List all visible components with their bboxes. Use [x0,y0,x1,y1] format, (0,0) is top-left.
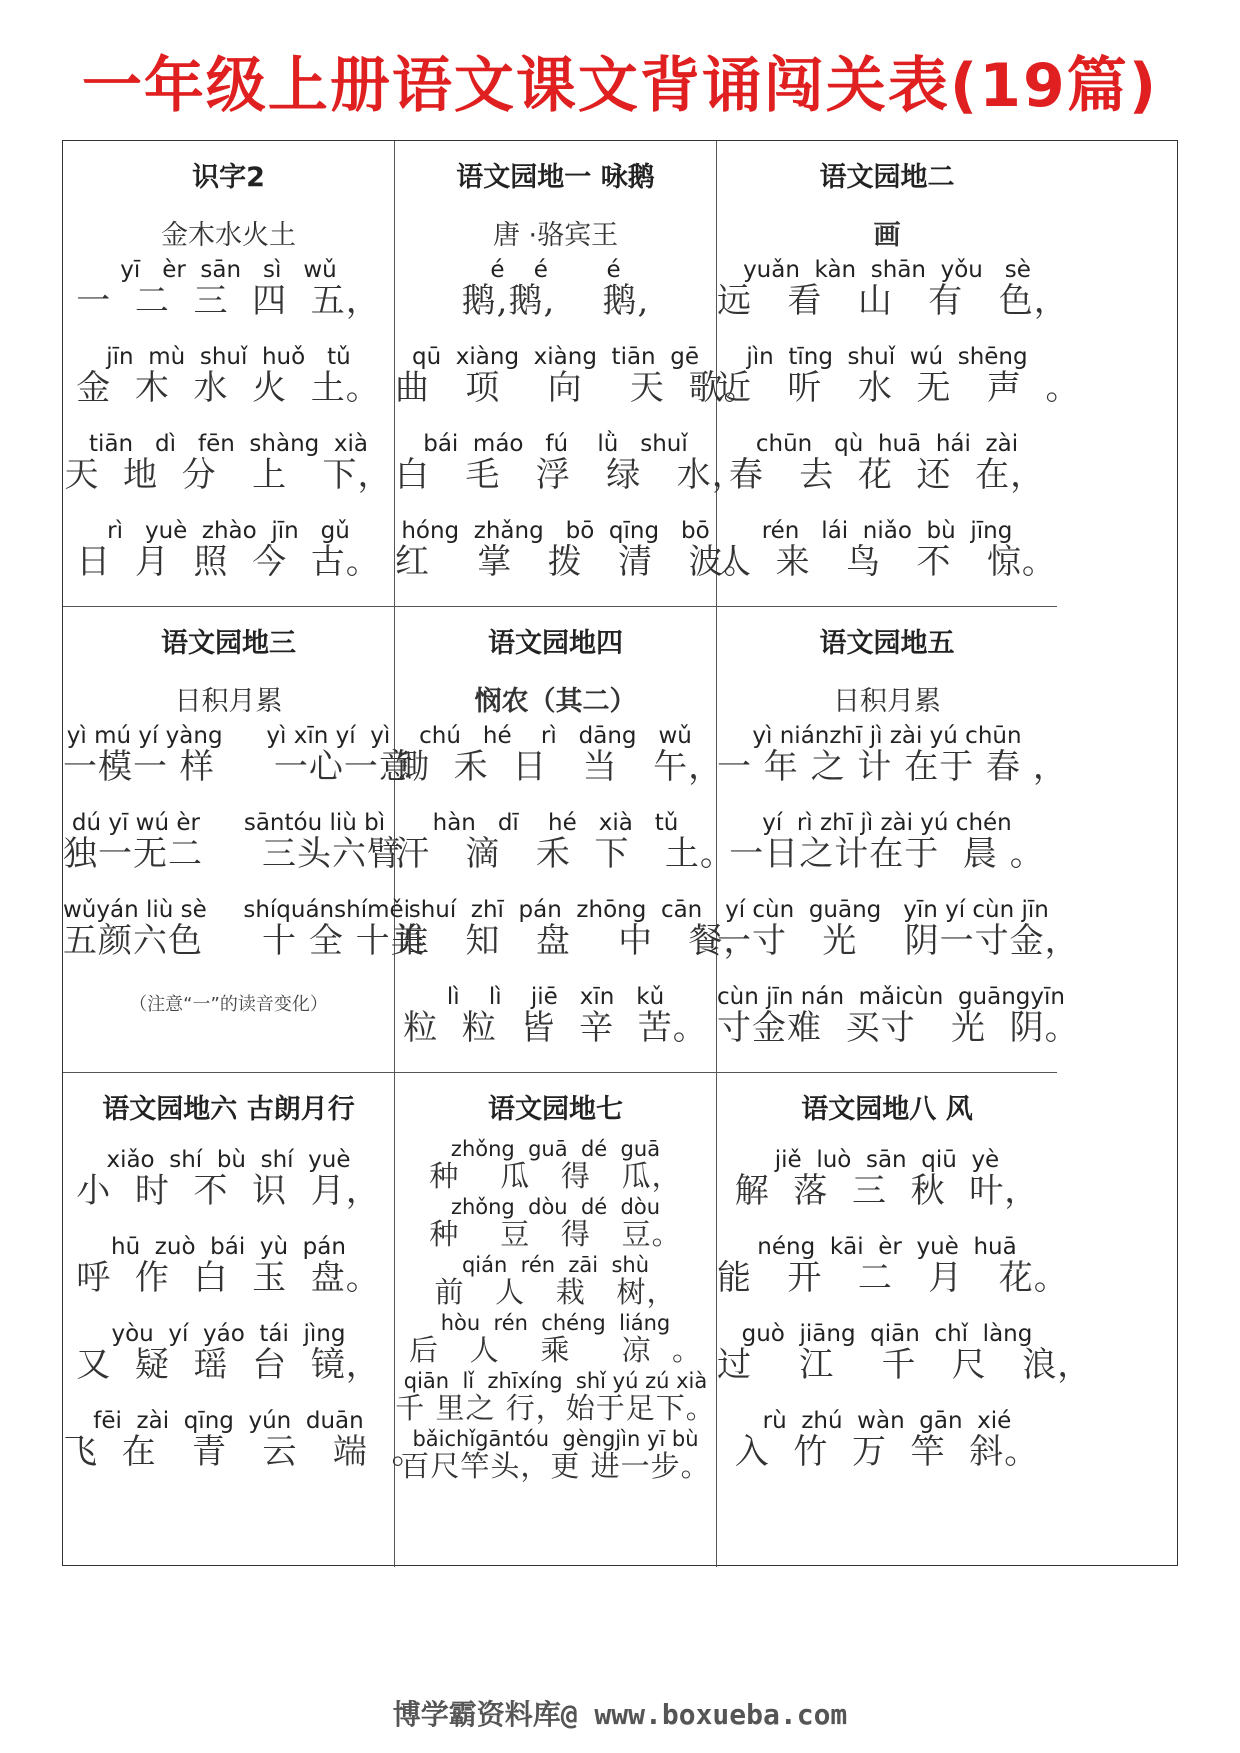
verse-line [395,810,735,874]
hanzi-text: 后 人 乘 凉 。 [408,1333,703,1367]
hanzi-text: 小 时 不 识 月， [76,1171,381,1211]
cell-title: 语文园地四 [488,628,623,659]
hanzi-text: 近 听 水 无 声 。 [717,368,1081,408]
verse-line [395,1195,716,1250]
cell-title: 语文园地八 风 [801,1094,973,1125]
verse-line [395,1427,716,1482]
text-cell [717,607,1080,1073]
cell-subtitle: 金木水火土 [161,220,296,251]
hanzi-text: 白 毛 浮 绿 水， [395,455,747,495]
text-cell [717,1073,1093,1567]
pinyin-text: qián rén zāi shù [461,1253,650,1277]
hanzi-text: 一模一 样 一心一意 [63,747,414,787]
verse-line [63,723,414,787]
text-cell [395,141,759,607]
hanzi-text: 又 疑 瑶 台 镜， [76,1345,381,1385]
text-cell [63,141,395,607]
verse-line [395,257,716,319]
verse-line [717,257,1069,321]
pinyin-text: yuǎn kàn shān yǒu sè [743,257,1031,283]
text-cell [395,1073,717,1567]
hanzi-text: 汗 滴 禾 下 土。 [395,834,735,874]
pinyin-text: chú hé rì dāng wǔ [419,723,692,749]
verse-line [717,1234,1069,1298]
recitation-table [62,140,1178,1566]
pinyin-text: fēi zài qīng yún duān [93,1408,364,1434]
verse-line [63,1408,427,1472]
cell-title: 语文园地五 [819,628,955,659]
hanzi-text: 一 二 三 四 五， [76,281,381,321]
hanzi-text: 种 瓜 得 瓜， [429,1159,682,1193]
pinyin-text: yī èr sān sì wǔ [120,257,337,283]
hanzi-text: 种 豆 得 豆。 [429,1217,682,1251]
verse-line [63,257,394,319]
pinyin-text: zhǒng dòu dé dòu [450,1195,661,1219]
verse-line [395,431,747,495]
pinyin-text: xiǎo shí bù shí yuè [106,1147,351,1173]
pinyin-text: yí rì zhī jì zài yú chén [762,810,1012,836]
hanzi-text: 能 开 二 月 花。 [717,1258,1069,1298]
text-cell [63,607,426,1073]
pinyin-text: qū xiàng xiàng tiān gē [411,344,700,370]
footer-watermark: 博学霸资料库@ www.boxueba.com [392,1698,848,1731]
hanzi-text: 远 看 山 有 色， [717,281,1069,321]
verse-line [63,518,394,580]
verse-line [717,810,1057,872]
hanzi-text: 一日之计在于 晨 。 [729,834,1045,874]
pinyin-text: hóng zhǎng bō qīng bō [401,518,710,544]
verse-line [63,1234,394,1296]
hanzi-text: 鹅,鹅, 鹅, [461,281,650,321]
hanzi-text: 前 人 栽 树， [434,1275,677,1309]
pinyin-text: yòu yí yáo tái jìng [111,1321,346,1347]
verse-line [717,897,1080,961]
text-cell [63,1073,427,1567]
cell-title: 语文园地一 咏鹅 [456,162,655,193]
cell-title: 语文园地六 古朗月行 [102,1094,355,1125]
verse-line [717,431,1057,493]
pinyin-text: qiān lǐ zhīxíng shǐ yú zú xià [403,1369,708,1393]
verse-line [395,1253,716,1308]
verse-line [717,518,1057,580]
hanzi-text: 一 年 之 计 在于 春 ， [717,747,1068,787]
verse-line [717,344,1081,408]
verse-line [717,1408,1057,1470]
pinyin-text: néng kāi èr yuè huā [757,1234,1017,1260]
cell-title: 识字2 [192,162,265,193]
hanzi-text: 呼 作 白 玉 盘。 [76,1258,381,1298]
cell-title: 语文园地三 [161,628,296,659]
hanzi-text: 红 掌 拨 清 波。 [395,542,759,582]
hanzi-text: 一寸 光 阴一寸金， [717,921,1080,961]
verse-line [395,1137,716,1192]
pinyin-text: hū zuò bái yù pán [111,1234,346,1260]
pinyin-text: lì lì jiē xīn kǔ [446,984,665,1010]
hanzi-text: 粒 粒 皆 辛 苦。 [403,1008,708,1048]
hanzi-text: 解 落 三 秋 叶， [734,1171,1040,1211]
pinyin-text: cùn jīn nán mǎicùn guāngyīn [717,984,1065,1010]
hanzi-text: 百尺竿头，更 进一步。 [400,1449,711,1483]
pinyin-text: yì niánzhī jì zài yú chūn [752,723,1022,749]
cell-subtitle: 画 [873,220,901,251]
hanzi-text: 千 里之 行，始于足下。 [395,1391,716,1425]
pinyin-text: guò jiāng qiān chǐ làng [741,1321,1033,1347]
cell-subtitle: 唐 ·骆宾王 [492,220,619,251]
pinyin-text: zhǒng guā dé guā [450,1137,661,1161]
hanzi-text: 独一无二 三头六臂 [63,834,403,874]
text-cell [717,141,1081,607]
pinyin-text: hòu rén chéng liáng [440,1311,671,1335]
hanzi-text: 天 地 分 上 下， [64,455,393,495]
verse-line [717,1321,1093,1385]
pinyin-text: chūn qù huā hái zài [755,431,1019,457]
pinyin-text: yì mú yí yàng yì xīn yí yì [66,723,391,749]
pinyin-text: rù zhú wàn gān xié [762,1408,1012,1434]
pinyin-text: jìn tīng shuǐ wú shēng [746,344,1028,370]
verse-line [395,344,759,408]
pinyin-text: tiān dì fēn shàng xià [89,431,368,457]
pinyin-text: dú yī wú èr sāntóu liù bì [71,810,386,836]
hanzi-text: 日 月 照 今 古。 [76,542,381,582]
pinyin-text: wǔyán liù sè shíquánshíměi [63,897,411,923]
verse-line [63,344,394,406]
cell-note: （注意“一”的读音变化） [129,994,328,1015]
hanzi-text: 五颜六色 十 全 十美 [63,921,426,961]
hanzi-text: 寸金难 买寸 光 阴。 [717,1008,1080,1048]
verse-line [395,897,759,961]
hanzi-text: 飞 在 青 云 端 。 [63,1432,427,1472]
verse-line [63,1321,394,1383]
verse-line [395,1311,716,1366]
text-cell [395,607,759,1073]
hanzi-text: 过 江 千 尺 浪， [717,1345,1093,1385]
pinyin-text: yí cùn guāng yīn yí cùn jīn [725,897,1049,923]
verse-line [395,984,716,1046]
verse-line [63,1147,394,1209]
pinyin-text: jīn mù shuǐ huǒ tǔ [106,344,351,370]
cell-subtitle: 日积月累 [833,686,941,717]
pinyin-text: jiě luò sān qiū yè [774,1147,1000,1173]
pinyin-text: bái máo fú lǜ shuǐ [423,431,688,457]
pinyin-text: rén lái niǎo bù jīng [761,518,1013,544]
cell-subtitle: 悯农（其二） [474,686,637,717]
hanzi-text: 锄 禾 日 当 午， [395,747,724,787]
pinyin-text: é é é [490,257,621,283]
hanzi-text: 金 木 水 火 土。 [76,368,381,408]
verse-line [717,723,1068,787]
cell-title: 语文园地七 [488,1094,623,1125]
page-title: 一年级上册语文课文背诵闯关表(19篇) [81,51,1159,121]
cell-title: 语文园地二 [819,162,955,193]
pinyin-text: rì yuè zhào jīn gǔ [107,518,350,544]
pinyin-text: hàn dī hé xià tǔ [432,810,679,836]
cell-subtitle: 日积月累 [174,686,283,717]
verse-line [395,518,759,582]
verse-line [63,810,403,874]
pinyin-text: shuí zhī pán zhōng cān [408,897,703,923]
verse-line [717,984,1080,1048]
hanzi-text: 曲 项 向 天 歌。 [395,368,759,408]
hanzi-text: 谁 知 盘 中 餐， [395,921,759,961]
hanzi-text: 春 去 花 还 在， [728,455,1046,495]
verse-line [63,897,426,961]
verse-line [395,1369,716,1424]
hanzi-text: 入 竹 万 竿 斜。 [734,1432,1040,1472]
hanzi-text: 人 来 鸟 不 惊。 [717,542,1057,582]
pinyin-text: bǎichǐgāntóu gèngjìn yī bù [412,1427,699,1451]
verse-line [395,723,724,787]
verse-line [63,431,394,493]
verse-line [717,1147,1057,1209]
